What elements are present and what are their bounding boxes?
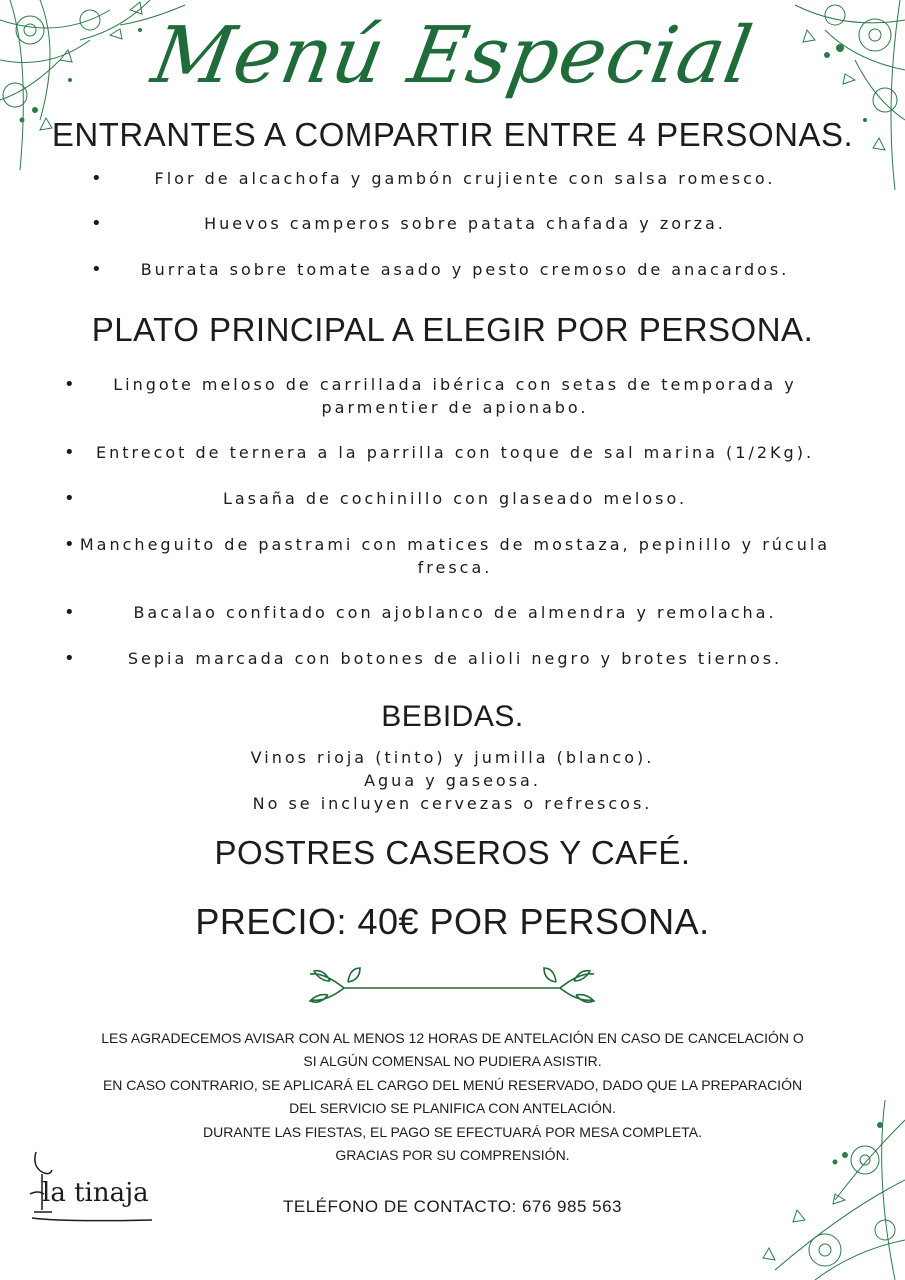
contact-phone: TELÉFONO DE CONTACTO: 676 985 563 bbox=[283, 1197, 622, 1216]
price-heading: PRECIO: 40€ POR PERSONA. bbox=[195, 901, 710, 942]
drinks-line: Agua y gaseosa. bbox=[364, 771, 541, 790]
bullet-icon: • bbox=[91, 168, 105, 189]
starter-item: • Burrata sobre tomate asado y pesto cremoso de anacardos. bbox=[91, 259, 790, 280]
note-line: LES AGRADECEMOS AVISAR CON AL MENOS 12 HORAS DE ANTELACIÓN EN CASO DE CANCELACIÓN O bbox=[101, 1030, 804, 1046]
starter-item: • Huevos camperos sobre patata chafada y zorza. bbox=[91, 213, 726, 234]
bullet-icon: • bbox=[64, 488, 78, 509]
leaf-divider bbox=[304, 962, 600, 1010]
restaurant-logo bbox=[28, 1148, 158, 1224]
logo-text: la tinaja bbox=[42, 1178, 149, 1208]
drinks-line: Vinos rioja (tinto) y jumilla (blanco). bbox=[250, 748, 655, 767]
main-course-item: • Bacalao confitado con ajoblanco de almendra y remolacha. bbox=[64, 602, 777, 623]
main-course-item: • Lingote meloso de carrillada ibérica con setas de temporada y parmentier de apionabo. bbox=[64, 374, 797, 417]
note-line: EN CASO CONTRARIO, SE APLICARÁ EL CARGO DEL MENÚ RESERVADO, DADO QUE LA PREPARACIÓN bbox=[102, 1077, 803, 1093]
note-line: SI ALGÚN COMENSAL NO PUDIERA ASISTIR. bbox=[303, 1053, 602, 1069]
drinks-heading: BEBIDAS. bbox=[381, 700, 524, 733]
bullet-icon: • bbox=[64, 648, 78, 669]
bullet-icon: • bbox=[91, 213, 105, 234]
main-course-item: • Mancheguito de pastrami con matices de mostaza, pepinillo y rúcula fresca. bbox=[64, 534, 831, 577]
bullet-icon: • bbox=[91, 259, 105, 280]
main-course-item: • Sepia marcada con botones de alioli negro y brotes tiernos. bbox=[64, 648, 783, 669]
bullet-icon: • bbox=[64, 374, 78, 395]
note-line: GRACIAS POR SU COMPRENSIÓN. bbox=[335, 1147, 570, 1163]
main-course-item: • Lasaña de cochinillo con glaseado meloso. bbox=[64, 488, 688, 509]
bullet-icon: • bbox=[64, 534, 78, 555]
bullet-icon: • bbox=[64, 602, 78, 623]
note-line: DURANTE LAS FIESTAS, EL PAGO SE EFECTUARÁ POR MESA COMPLETA. bbox=[203, 1124, 702, 1140]
note-line: DEL SERVICIO SE PLANIFICA CON ANTELACIÓN. bbox=[289, 1100, 616, 1116]
starters-heading: ENTRANTES A COMPARTIR ENTRE 4 PERSONAS. bbox=[51, 116, 854, 153]
menu-title: Menú Especial bbox=[145, 11, 760, 101]
bullet-icon: • bbox=[64, 442, 78, 463]
main-course-heading: PLATO PRINCIPAL A ELEGIR POR PERSONA. bbox=[91, 311, 814, 348]
main-course-item: • Entrecot de ternera a la parrilla con toque de sal marina (1/2Kg). bbox=[64, 442, 815, 463]
starter-item: • Flor de alcachofa y gambón crujiente con salsa romesco. bbox=[91, 168, 776, 189]
desserts-heading: POSTRES CASEROS Y CAFÉ. bbox=[214, 834, 691, 871]
drinks-line: No se incluyen cervezas o refrescos. bbox=[252, 794, 653, 813]
